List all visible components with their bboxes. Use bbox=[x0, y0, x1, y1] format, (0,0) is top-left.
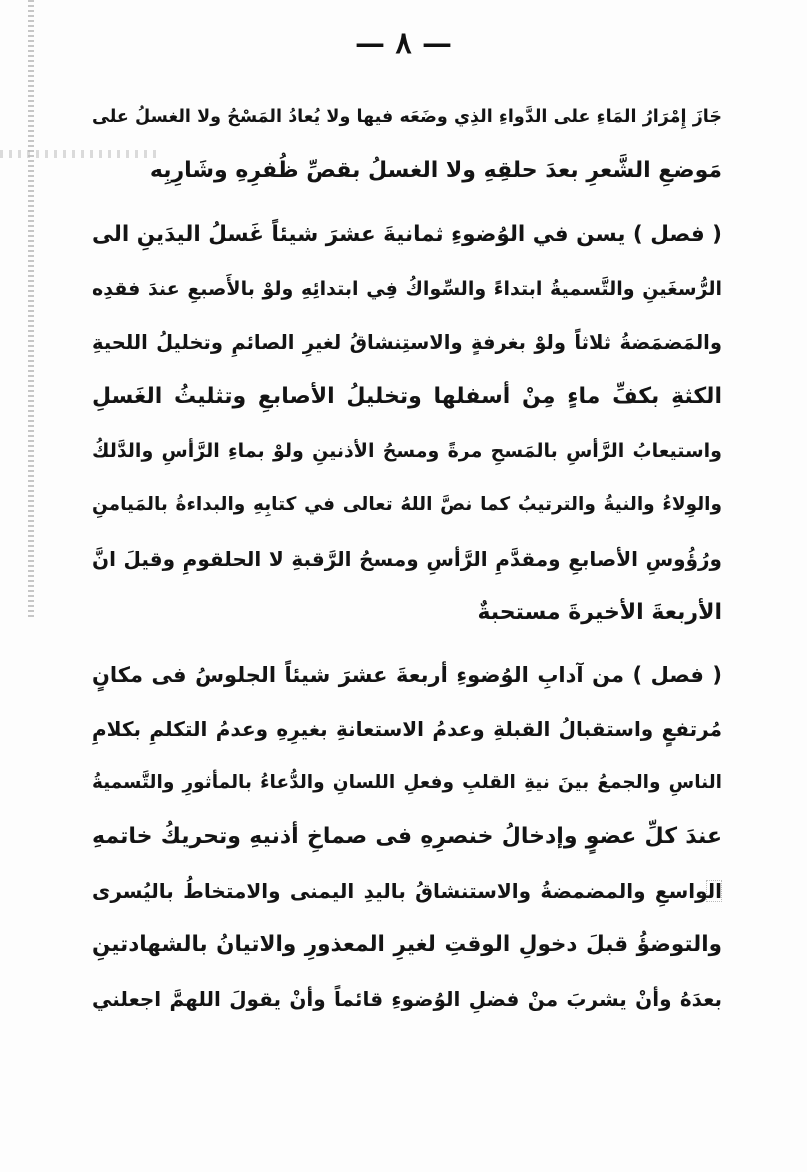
paragraph-adab-wudu bbox=[92, 648, 722, 1026]
text-line: عندَ كلِّ عضوٍ وإدخالُ خنصرِهِ فى صماخِ أذنيهِ وتحريكُ خاتمهِ bbox=[92, 824, 722, 849]
text-line: والوِلاءُ والنيةُ والترتيبُ كما نصَّ اللهُ تعالى في كتابِهِ والبداءةُ بالمَيامنِ bbox=[92, 494, 722, 515]
text-line: الرُّسغَينِ والتَّسميةُ ابتداءً والسِّواكُ فِي ابتدائِهِ ولوْ بالأَصبعِ عندَ فقدِه bbox=[92, 278, 722, 300]
text-line: الواسعِ والمضمضةُ والاستنشاقُ باليدِ اليمنى والامتخاطُ باليُسرى bbox=[92, 879, 722, 903]
scan-edge-artifact bbox=[28, 0, 34, 620]
page-number: — ٨ — bbox=[354, 26, 453, 61]
paragraph-continuation bbox=[92, 90, 722, 198]
text-line: واستيعابُ الرَّأسِ بالمَسحِ مرةً ومسحُ الأذنينِ ولوْ بماءِ الرَّأسِ والدَّلكُ bbox=[92, 440, 722, 462]
text-line: جَازَ إِمْرَارُ المَاءِ على الدَّواءِ الذِي وضَعَه فيها ولا يُعادُ المَسْحُ ولا الغسلُ على bbox=[92, 107, 722, 127]
text-line: الناسِ والجمعُ بينَ نيةِ القلبِ وفعلِ اللسانِ والدُّعاءُ بالمأثورِ والتَّسميةُ bbox=[92, 772, 722, 793]
text-line: الكثةِ بكفِّ ماءٍ مِنْ أسفلها وتخليلُ الأصابعِ وتثليثُ الغَسلِ bbox=[92, 384, 722, 409]
text-line: والتوضؤُ قبلَ دخولِ الوقتِ لغيرِ المعذورِ والاتيانُ بالشهادتينِ bbox=[92, 932, 722, 957]
text-line: الأربعةَ الأخيرةَ مستحبةٌ bbox=[477, 600, 722, 625]
text-line: مَوضعِ الشَّعرِ بعدَ حلقِهِ ولا الغسلُ بقصِّ ظُفرِهِ وشَارِبِه bbox=[149, 158, 722, 183]
text-line: والمَضمَضةُ ثلاثاً ولوْ بغرفةٍ والاستِنشاقُ لغيرِ الصائمِ وتخليلُ اللحيةِ bbox=[92, 331, 722, 354]
text-line: مُرتفعٍ واستقبالُ القبلةِ وعدمُ الاستعانةِ بغيرِهِ وعدمُ التكلمِ بكلامِ bbox=[92, 717, 722, 741]
paragraph-sunan-wudu bbox=[92, 208, 722, 640]
text-line: ( فصل ) من آدابِ الوُضوءِ أربعةَ عشرَ شيئاً الجلوسُ فى مكانٍ bbox=[92, 663, 722, 687]
text-line: ( فصل ) يسن في الوُضوءِ ثمانيةَ عشرَ شيئاً غَسلُ اليدَينِ الى bbox=[92, 222, 722, 247]
text-line: ورُؤُوسِ الأصابعِ ومقدَّمِ الرَّأسِ ومسحُ الرَّقبةِ لا الحلقومِ وقيلَ انَّ bbox=[92, 547, 722, 571]
scan-margin-mark bbox=[706, 880, 722, 902]
text-line: بعدَهُ وأنْ يشربَ منْ فضلِ الوُضوءِ قائماً وأنْ يقولَ اللهمَّ اجعلني bbox=[92, 987, 722, 1011]
